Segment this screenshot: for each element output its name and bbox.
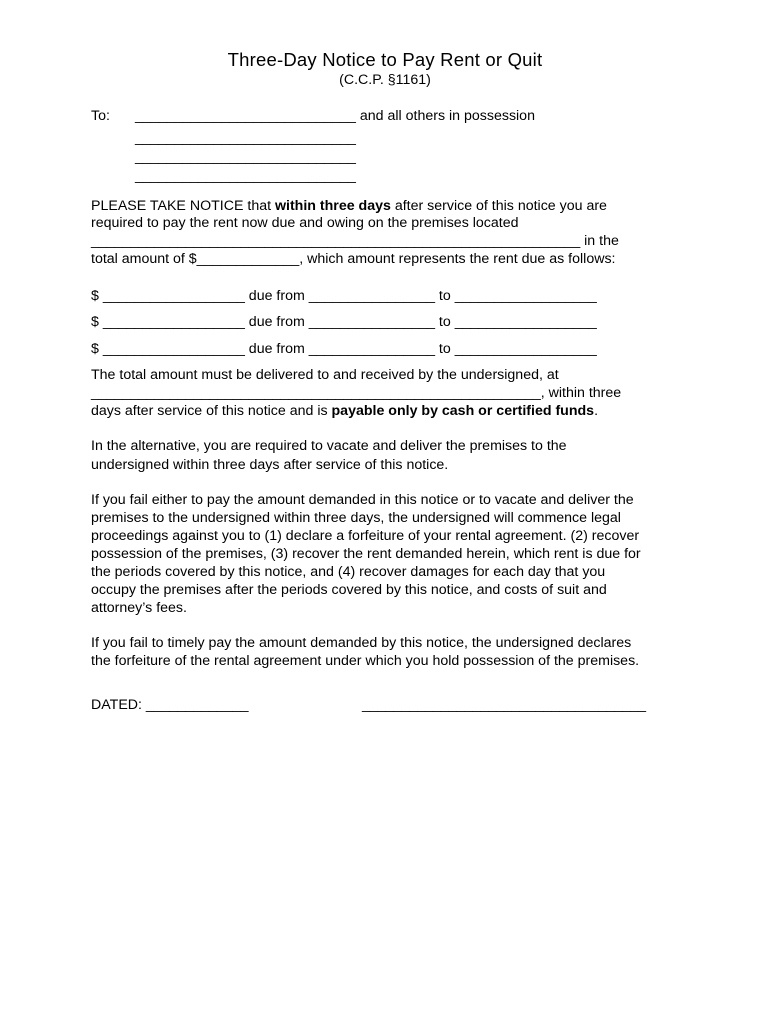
to-recipient-line-1[interactable] bbox=[135, 107, 535, 125]
delivery-line-3 bbox=[91, 402, 598, 420]
notice-line-1 bbox=[91, 197, 607, 215]
document-title: Three-Day Notice to Pay Rent or Quit bbox=[227, 49, 543, 70]
fail-line-5: the periods covered by this notice, and (4) recover damages for each day that you bbox=[91, 564, 606, 580]
notice-text: PLEASE TAKE NOTICE that bbox=[91, 198, 275, 214]
within-three-days-emphasis: within three days bbox=[274, 198, 391, 214]
fail-line-2: premises to the undersigned within three days, the undersigned will commence legal bbox=[91, 510, 621, 526]
forfeiture-line-1: If you fail to timely pay the amount demanded by this notice, the undersigned declares bbox=[91, 635, 632, 651]
notice-line-2: required to pay the rent now due and owing on the premises located bbox=[91, 215, 519, 231]
alternative-line-2: undersigned within three days after service of this notice. bbox=[91, 457, 449, 473]
fail-line-7: attorney’s fees. bbox=[91, 600, 187, 616]
dated-field[interactable]: DATED: _____________ bbox=[91, 697, 249, 713]
rent-row-3[interactable]: $ __________________ due from ________________ to __________________ bbox=[91, 341, 597, 357]
total-amount-line[interactable]: total amount of $_____________, which amount represents the rent due as follows: bbox=[91, 251, 616, 267]
fail-line-3: proceedings against you to (1) declare a forfeiture of your rental agreement. (2) recover bbox=[91, 528, 640, 544]
others-in-possession-text: and all others in possession bbox=[355, 108, 535, 124]
fail-line-1: If you fail either to pay the amount demanded in this notice or to vacate and deliver the bbox=[91, 492, 634, 508]
payment-method-emphasis: payable only by cash or certified funds bbox=[331, 403, 595, 419]
forfeiture-line-2: the forfeiture of the rental agreement under which you hold possession of the premises. bbox=[91, 653, 640, 669]
alternative-line-1: In the alternative, you are required to vacate and deliver the premises to the bbox=[91, 438, 567, 454]
to-recipient-line-4[interactable]: ____________________________ bbox=[135, 168, 356, 184]
rent-row-2[interactable]: $ __________________ due from ________________ to __________________ bbox=[91, 314, 597, 330]
delivery-text: . bbox=[594, 403, 599, 419]
rent-row-1[interactable]: $ __________________ due from ________________ to __________________ bbox=[91, 288, 597, 304]
document-subtitle: (C.C.P. §1161) bbox=[339, 72, 431, 88]
delivery-line-1: The total amount must be delivered to and received by the undersigned, at bbox=[91, 367, 559, 383]
recipient-blank[interactable]: ____________________________ bbox=[135, 108, 356, 124]
premises-address-line[interactable]: ______________________________________________________________ in the bbox=[91, 233, 619, 249]
delivery-address-line[interactable]: _________________________________________________________, within three bbox=[91, 385, 622, 401]
delivery-text: days after service of this notice and is bbox=[91, 403, 332, 419]
signature-line[interactable]: ____________________________________ bbox=[362, 697, 647, 713]
to-recipient-line-2[interactable]: ____________________________ bbox=[135, 130, 356, 146]
to-recipient-line-3[interactable]: ____________________________ bbox=[135, 149, 356, 165]
fail-line-4: possession of the premises, (3) recover the rent demanded herein, which rent is due for bbox=[91, 546, 641, 562]
fail-line-6: occupy the premises after the periods covered by this notice, and costs of suit and bbox=[91, 582, 607, 598]
to-label: To: bbox=[91, 108, 110, 124]
notice-text: after service of this notice you are bbox=[390, 198, 607, 214]
